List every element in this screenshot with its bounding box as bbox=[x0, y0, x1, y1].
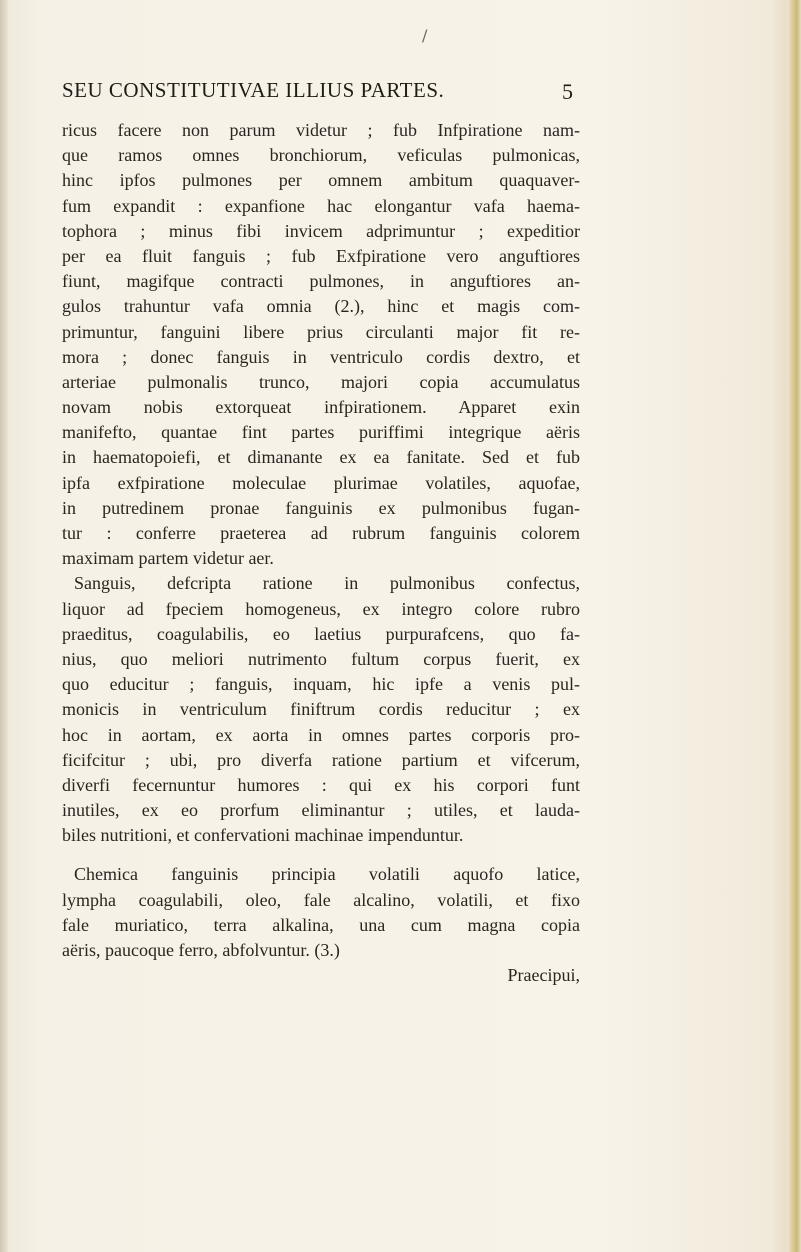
text-line: aëris, paucoque ferro, abfolvuntur. (3.) bbox=[62, 940, 340, 960]
text-line: inutiles, ex eo prorfum eliminantur ; utiles, et lauda- bbox=[62, 800, 580, 821]
text-line: tur : conferre praeterea ad rubrum fanguinis colorem bbox=[62, 523, 580, 543]
text-line: diverfi fecernuntur humores : qui ex his corpori funt bbox=[62, 774, 580, 795]
header-mark: / bbox=[422, 26, 428, 45]
text-line: biles nutritioni, et confervationi machinae impenduntur. bbox=[62, 825, 464, 846]
text-line: hinc ipfos pulmones per omnem ambitum quaquaver- bbox=[62, 170, 580, 191]
text-line: arteriae pulmonalis trunco, majori copia accumulatus bbox=[62, 371, 580, 392]
page-edge-stain bbox=[787, 0, 801, 1252]
paragraph-1 bbox=[62, 118, 580, 571]
text-line: que ramos omnes bronchiorum, veficulas pulmonicas, bbox=[62, 145, 580, 166]
page-number: 5 bbox=[562, 79, 573, 104]
text-line: mora ; donec fanguis in ventriculo cordis dextro, et bbox=[62, 346, 580, 367]
text-line: maximam partem videtur aer. bbox=[62, 548, 274, 569]
text-line: manifefto, quantae fint partes puriffimi integrique aëris bbox=[62, 422, 580, 443]
text-line: monicis in ventriculum finiftrum cordis reducitur ; ex bbox=[62, 699, 580, 720]
paragraph-gap bbox=[62, 848, 580, 862]
text-line: hoc in aortam, ex aorta in omnes partes corporis pro- bbox=[62, 724, 580, 745]
text-line: fiunt, magifque contracti pulmones, in anguftiores an- bbox=[62, 271, 580, 292]
text-line: ficifcitur ; ubi, pro diverfa ratione partium et vifcerum, bbox=[62, 749, 580, 770]
text-line: novam nobis extorqueat infpirationem. Apparet exin bbox=[62, 397, 580, 418]
text-line: ipfa exfpiratione moleculae plurimae volatiles, aquofae, bbox=[62, 472, 580, 493]
text-line: Chemica fanguinis principia volatili aquofo latice, bbox=[74, 864, 580, 885]
text-line: per ea fluit fanguis ; fub Exfpiratione vero anguftiores bbox=[62, 245, 580, 266]
paragraph-3 bbox=[62, 862, 580, 963]
catchword: Praecipui, bbox=[507, 965, 580, 986]
text-line: fale muriatico, terra alkalina, una cum magna copia bbox=[62, 914, 580, 935]
text-line: gulos trahuntur vafa omnia (2.), hinc et magis com- bbox=[62, 296, 580, 317]
text-line: praeditus, coagulabilis, eo laetius purpurafcens, quo fa- bbox=[62, 623, 580, 644]
text-line: fum expandit : expanfione hac elongantur vafa haema- bbox=[62, 195, 580, 216]
running-head: SEU CONSTITUTIVAE ILLIUS PARTES. bbox=[62, 78, 445, 102]
page-gutter bbox=[0, 0, 8, 1252]
text-line: in putredinem pronae fanguinis ex pulmonibus fugan- bbox=[62, 497, 580, 518]
text-line: tophora ; minus fibi invicem adprimuntur ; expeditior bbox=[62, 220, 580, 241]
text-line: primuntur, fanguini libere prius circulanti major fit re- bbox=[62, 321, 580, 342]
text-line: ricus facere non parum videtur ; fub Infpiratione nam- bbox=[62, 120, 580, 140]
text-line: liquor ad fpeciem homogeneus, ex integro colore rubro bbox=[62, 598, 580, 619]
paragraph-2 bbox=[62, 571, 580, 848]
text-line: quo educitur ; fanguis, inquam, hic ipfe a venis pul- bbox=[62, 674, 580, 695]
text-line: nius, quo meliori nutrimento fultum corpus fuerit, ex bbox=[62, 648, 580, 669]
body-text bbox=[62, 118, 580, 988]
text-line: in haematopoiefi, et dimanante ex ea fanitate. Sed et fub bbox=[62, 447, 580, 468]
text-line: lympha coagulabili, oleo, fale alcalino, volatili, et fixo bbox=[62, 889, 580, 910]
text-line: Sanguis, defcripta ratione in pulmonibus confectus, bbox=[74, 573, 580, 594]
